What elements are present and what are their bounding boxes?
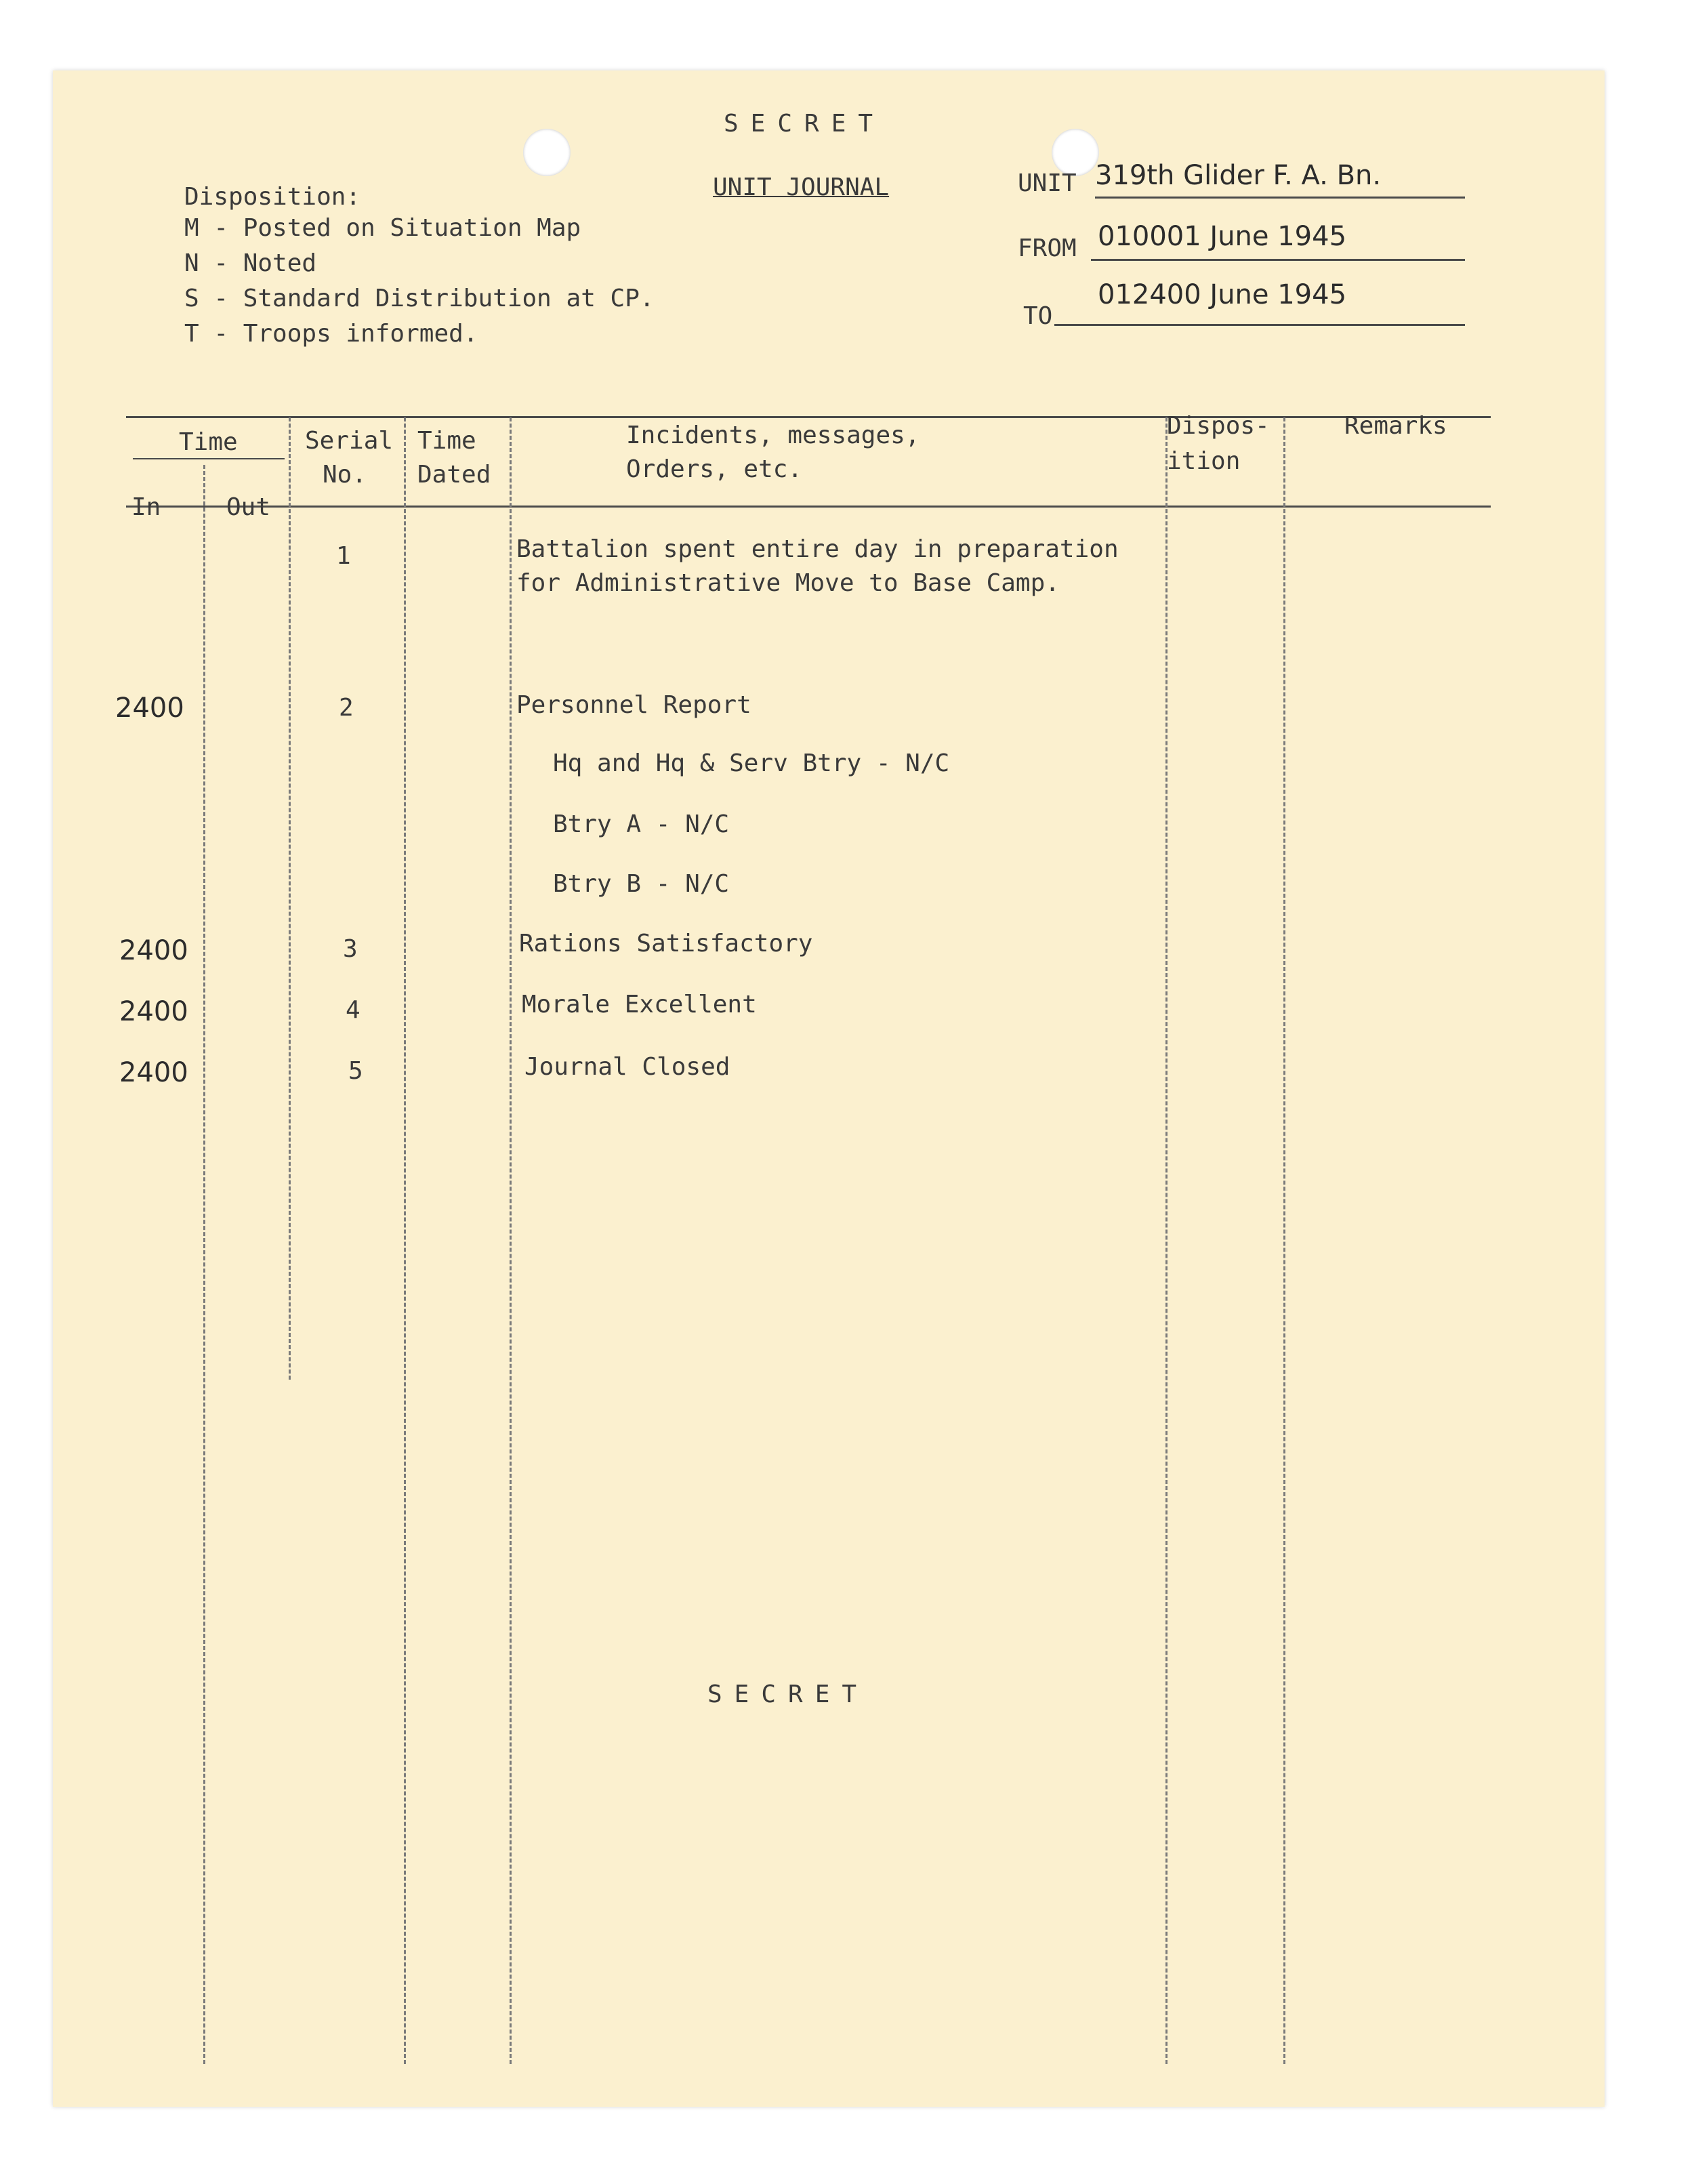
row-3-time-in: 2400 (119, 935, 188, 966)
unit-label: UNIT (1018, 169, 1077, 197)
page-title: UNIT JOURNAL (713, 173, 890, 201)
header-incidents-line1: Incidents, messages, (626, 421, 920, 449)
column-divider-dated-incidents (510, 417, 512, 2064)
header-remarks: Remarks (1344, 412, 1447, 440)
column-divider-time-serial (289, 417, 291, 1380)
unit-underline (1095, 197, 1465, 199)
row-1-incident-line2: for Administrative Move to Base Camp. (516, 569, 1060, 597)
row-3-serial: 3 (343, 935, 358, 963)
punch-hole-left (523, 129, 571, 176)
row-1-incident-line1: Battalion spent entire day in preparation (516, 535, 1119, 563)
row-5-time-in: 2400 (119, 1057, 188, 1088)
column-divider-disposition-remarks (1283, 417, 1285, 2064)
disposition-item-t: T - Troops informed. (184, 320, 478, 348)
row-5-serial: 5 (348, 1057, 363, 1085)
header-disposition-line2: ition (1167, 447, 1241, 475)
row-2-incident-line2: Hq and Hq & Serv Btry - N/C (553, 749, 950, 777)
header-incidents-line2: Orders, etc. (626, 455, 803, 483)
to-value: 012400 June 1945 (1098, 279, 1347, 310)
row-4-incident-line1: Morale Excellent (522, 991, 757, 1018)
header-time-out: Out (226, 493, 271, 521)
time-subheader-rule (133, 458, 285, 459)
unit-value: 319th Glider F. A. Bn. (1095, 160, 1382, 191)
header-time-dated-line2: Dated (417, 461, 491, 489)
journal-page (53, 70, 1605, 2107)
header-time-in: In (131, 493, 161, 521)
to-label: TO (1023, 302, 1053, 330)
row-1-serial: 1 (336, 542, 351, 570)
from-label: FROM (1018, 234, 1077, 262)
classification-bottom: SECRET (707, 1681, 869, 1708)
header-serial-line2: No. (323, 461, 367, 489)
row-5-incident-line1: Journal Closed (524, 1053, 730, 1081)
row-2-serial: 2 (339, 694, 354, 722)
header-serial-line1: Serial (305, 427, 394, 455)
header-time-dated-line1: Time (417, 427, 476, 455)
table-header-rule (126, 506, 1491, 508)
table-top-rule (126, 416, 1491, 418)
row-4-serial: 4 (346, 996, 360, 1024)
column-divider-serial-dated (404, 417, 406, 2064)
column-divider-in-out (203, 465, 205, 2064)
row-2-time-in: 2400 (115, 693, 184, 724)
header-disposition-line1: Dispos- (1167, 412, 1270, 440)
disposition-heading: Disposition: (184, 183, 361, 211)
disposition-item-n: N - Noted (184, 249, 317, 277)
row-2-incident-line3: Btry A - N/C (553, 810, 730, 838)
header-time: Time (179, 428, 238, 456)
disposition-item-s: S - Standard Distribution at CP. (184, 285, 655, 312)
row-4-time-in: 2400 (119, 996, 188, 1027)
to-underline (1054, 324, 1465, 326)
from-underline (1091, 259, 1465, 261)
column-divider-incidents-disposition (1165, 417, 1168, 2064)
disposition-item-m: M - Posted on Situation Map (184, 214, 581, 242)
row-3-incident-line1: Rations Satisfactory (519, 930, 813, 957)
row-2-incident-line4: Btry B - N/C (553, 870, 730, 898)
from-value: 010001 June 1945 (1098, 221, 1347, 252)
row-2-incident-line1: Personnel Report (516, 691, 751, 719)
classification-top: SECRET (724, 110, 886, 138)
